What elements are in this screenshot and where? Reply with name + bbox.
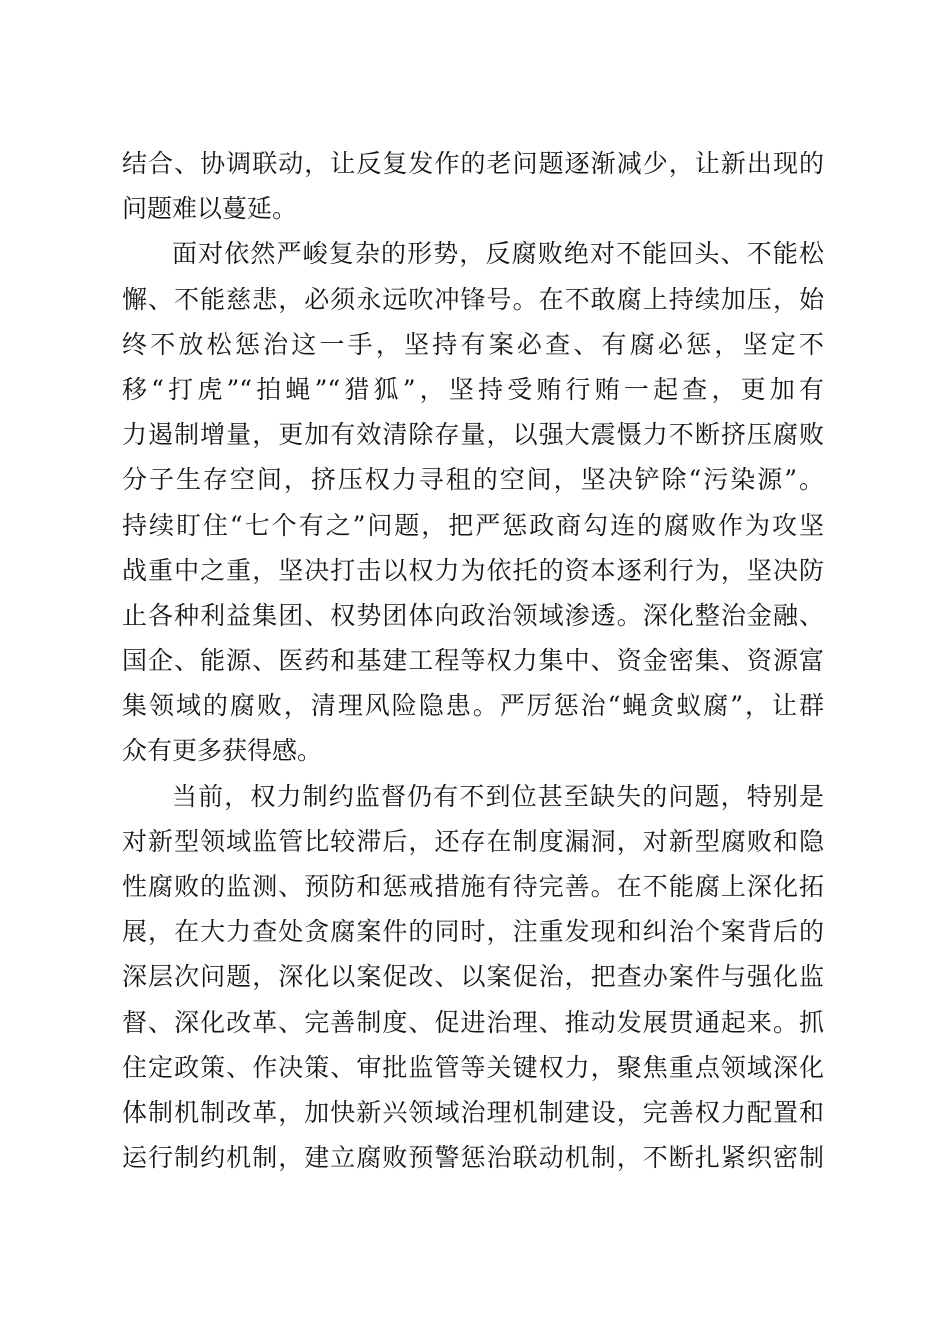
paragraph-2: [122, 231, 824, 773]
text-line: 集领域的腐败，清理风险隐患。严厉惩治“蝇贪蚁腐”，让群: [122, 691, 824, 721]
text-line: 问题难以蔓延。: [122, 194, 298, 224]
text-line: 督、深化改革、完善制度、促进治理、推动发展贯通起来。抓: [122, 1007, 824, 1037]
text-line: 止各种利益集团、权势团体向政治领域渗透。深化整治金融、: [122, 600, 824, 630]
text-line: 国企、能源、医药和基建工程等权力集中、资金密集、资源富: [122, 646, 824, 676]
text-line: 懈、不能慈悲，必须永远吹冲锋号。在不敢腐上持续加压，始: [122, 284, 824, 314]
text-line: 当前，权力制约监督仍有不到位甚至缺失的问题，特别是: [172, 781, 824, 811]
document-body: [122, 141, 824, 1180]
text-line: 对新型领域监管比较滞后，还存在制度漏洞，对新型腐败和隐: [122, 826, 824, 856]
text-line: 性腐败的监测、预防和惩戒措施有待完善。在不能腐上深化拓: [122, 872, 824, 901]
text-line: 结合、协调联动，让反复发作的老问题逐渐减少，让新出现的: [122, 149, 824, 178]
text-line: 终不放松惩治这一手，坚持有案必查、有腐必惩，坚定不: [122, 329, 824, 359]
paragraph-1: [122, 141, 824, 231]
text-line: 展，在大力查处贪腐案件的同时，注重发现和纠治个案背后的: [122, 917, 824, 947]
text-line: 战重中之重，坚决打击以权力为依托的资本逐利行为，坚决防: [122, 555, 824, 585]
text-line: 深层次问题，深化以案促改、以案促治，把查办案件与强化监: [122, 962, 824, 992]
text-line: 住定政策、作决策、审批监管等关键权力，聚焦重点领域深化: [122, 1052, 824, 1082]
text-line: 众有更多获得感。: [122, 736, 323, 766]
text-line: 分子生存空间，挤压权力寻租的空间，坚决铲除“污染源”。: [122, 465, 824, 495]
text-line: 力遏制增量，更加有效清除存量，以强大震慑力不断挤压腐败: [122, 420, 824, 450]
text-line: 移“打虎”“拍蝇”“猎狐”，坚持受贿行贿一起查，更加有: [122, 374, 824, 404]
text-line: 运行制约机制，建立腐败预警惩治联动机制，不断扎紧织密制: [122, 1143, 824, 1173]
paragraph-3: [122, 774, 824, 1181]
text-line: 面对依然严峻复杂的形势，反腐败绝对不能回头、不能松: [172, 239, 824, 269]
text-line: 体制机制改革，加快新兴领域治理机制建设，完善权力配置和: [122, 1097, 824, 1127]
text-line: 持续盯住“七个有之”问题，把严惩政商勾连的腐败作为攻坚: [122, 510, 824, 540]
